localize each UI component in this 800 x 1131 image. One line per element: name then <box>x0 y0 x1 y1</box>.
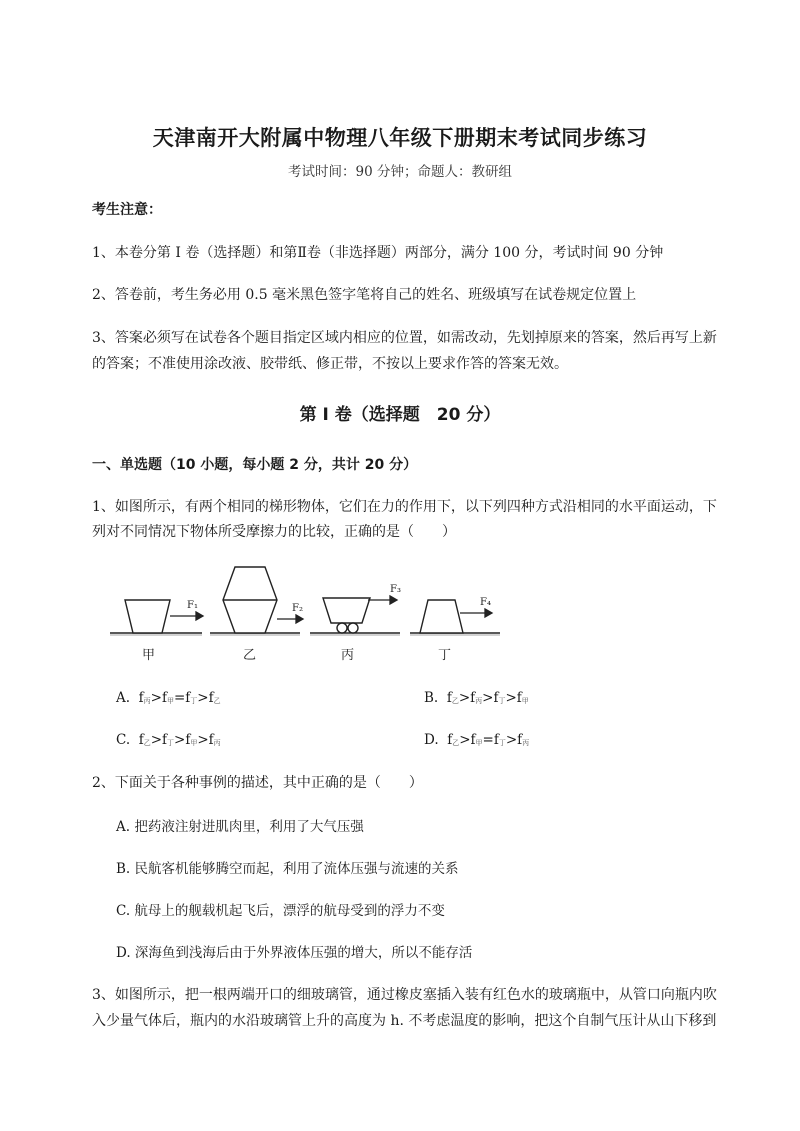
arrow-f1 <box>196 612 203 620</box>
section-title: 第 I 卷（选择题 20 分） <box>299 405 501 425</box>
arrow-f2 <box>296 615 303 623</box>
notice-item-1: 1、本卷分第 I 卷（选择题）和第Ⅱ卷（非选择题）两部分，满分 100 分，考试时间 90 分钟 <box>92 245 664 261</box>
force-label-f2: F₂ <box>292 603 303 614</box>
q1-option-c[interactable]: C. $f_乙>f_丁>f_甲>f_丙$ <box>116 732 221 748</box>
notice-item-3-line-2: 的答案；不准使用涂改液、胶带纸、修正带，不按以上要求作答的答案无效。 <box>92 356 568 372</box>
block-jia <box>125 600 170 633</box>
arrow-f3 <box>390 596 397 604</box>
force-label-f1: F₁ <box>187 600 198 611</box>
exam-title: 天津南开大附属中物理八年级下册期末考试同步练习 <box>152 126 648 150</box>
q1-option-d[interactable]: D. $f_乙>f_甲=f_丁>f_丙$ <box>424 732 530 748</box>
q1-stem-line-2: 列对不同情况下物体所受摩擦力的比较，正确的是（ ） <box>92 524 456 540</box>
part-heading: 一、单选题（10 小题，每小题 2 分，共计 20 分） <box>92 457 418 473</box>
q1-figure <box>110 560 500 665</box>
force-label-f3: F₃ <box>390 584 401 595</box>
block-bing <box>323 598 370 623</box>
q2-stem: 2、下面关于各种事例的描述，其中正确的是（ ） <box>92 775 423 791</box>
exam-subtitle: 考试时间：90 分钟；命题人：教研组 <box>288 164 512 180</box>
notice-heading: 考生注意： <box>92 202 162 218</box>
q1-option-b[interactable]: B. $f_乙>f_丙>f_丁>f_甲$ <box>424 690 529 706</box>
q2-option-d[interactable]: D. 深海鱼到浅海后由于外界液体压强的增大，所以不能存活 <box>116 945 473 961</box>
notice-item-3-line-1: 3、答案必须写在试卷各个题目指定区域内相应的位置，如需改动，先划掉原来的答案，然后再写上新 <box>92 330 717 346</box>
notice-item-2: 2、答卷前，考生务必用 0.5 毫米黑色签字笔将自己的姓名、班级填写在试卷规定位置上 <box>92 287 637 303</box>
q2-option-a[interactable]: A. 把药液注射进肌肉里，利用了大气压强 <box>116 819 364 835</box>
figure-label-bing: 丙 <box>341 648 355 663</box>
force-label-f4: F₄ <box>480 597 491 608</box>
figure-label-yi: 乙 <box>243 648 257 663</box>
q1-stem-line-1: 1、如图所示，有两个相同的梯形物体，它们在力的作用下，以下列四种方式沿相同的水平面运动，下 <box>92 499 717 515</box>
roller-2 <box>348 623 358 633</box>
block-ding <box>420 600 463 633</box>
q2-option-c[interactable]: C. 航母上的舰载机起飞后，漂浮的航母受到的浮力不变 <box>116 903 445 919</box>
q3-stem-line-2: 入少量气体后，瓶内的水沿玻璃管上升的高度为 h. 不考虑温度的影响，把这个自制气压计从山下移到 <box>92 1013 717 1029</box>
arrow-f4 <box>485 609 492 617</box>
q2-option-b[interactable]: B. 民航客机能够腾空而起，利用了流体压强与流速的关系 <box>116 861 459 877</box>
roller-1 <box>337 623 347 633</box>
figure-label-jia: 甲 <box>142 648 156 663</box>
q1-option-a[interactable]: A. $f_丙>f_甲=f_丁>f_乙$ <box>116 690 221 706</box>
q3-stem-line-1: 3、如图所示，把一根两端开口的细玻璃管，通过橡皮塞插入装有红色水的玻璃瓶中，从管口向瓶内吹 <box>92 987 717 1003</box>
figure-label-ding: 丁 <box>438 648 452 663</box>
